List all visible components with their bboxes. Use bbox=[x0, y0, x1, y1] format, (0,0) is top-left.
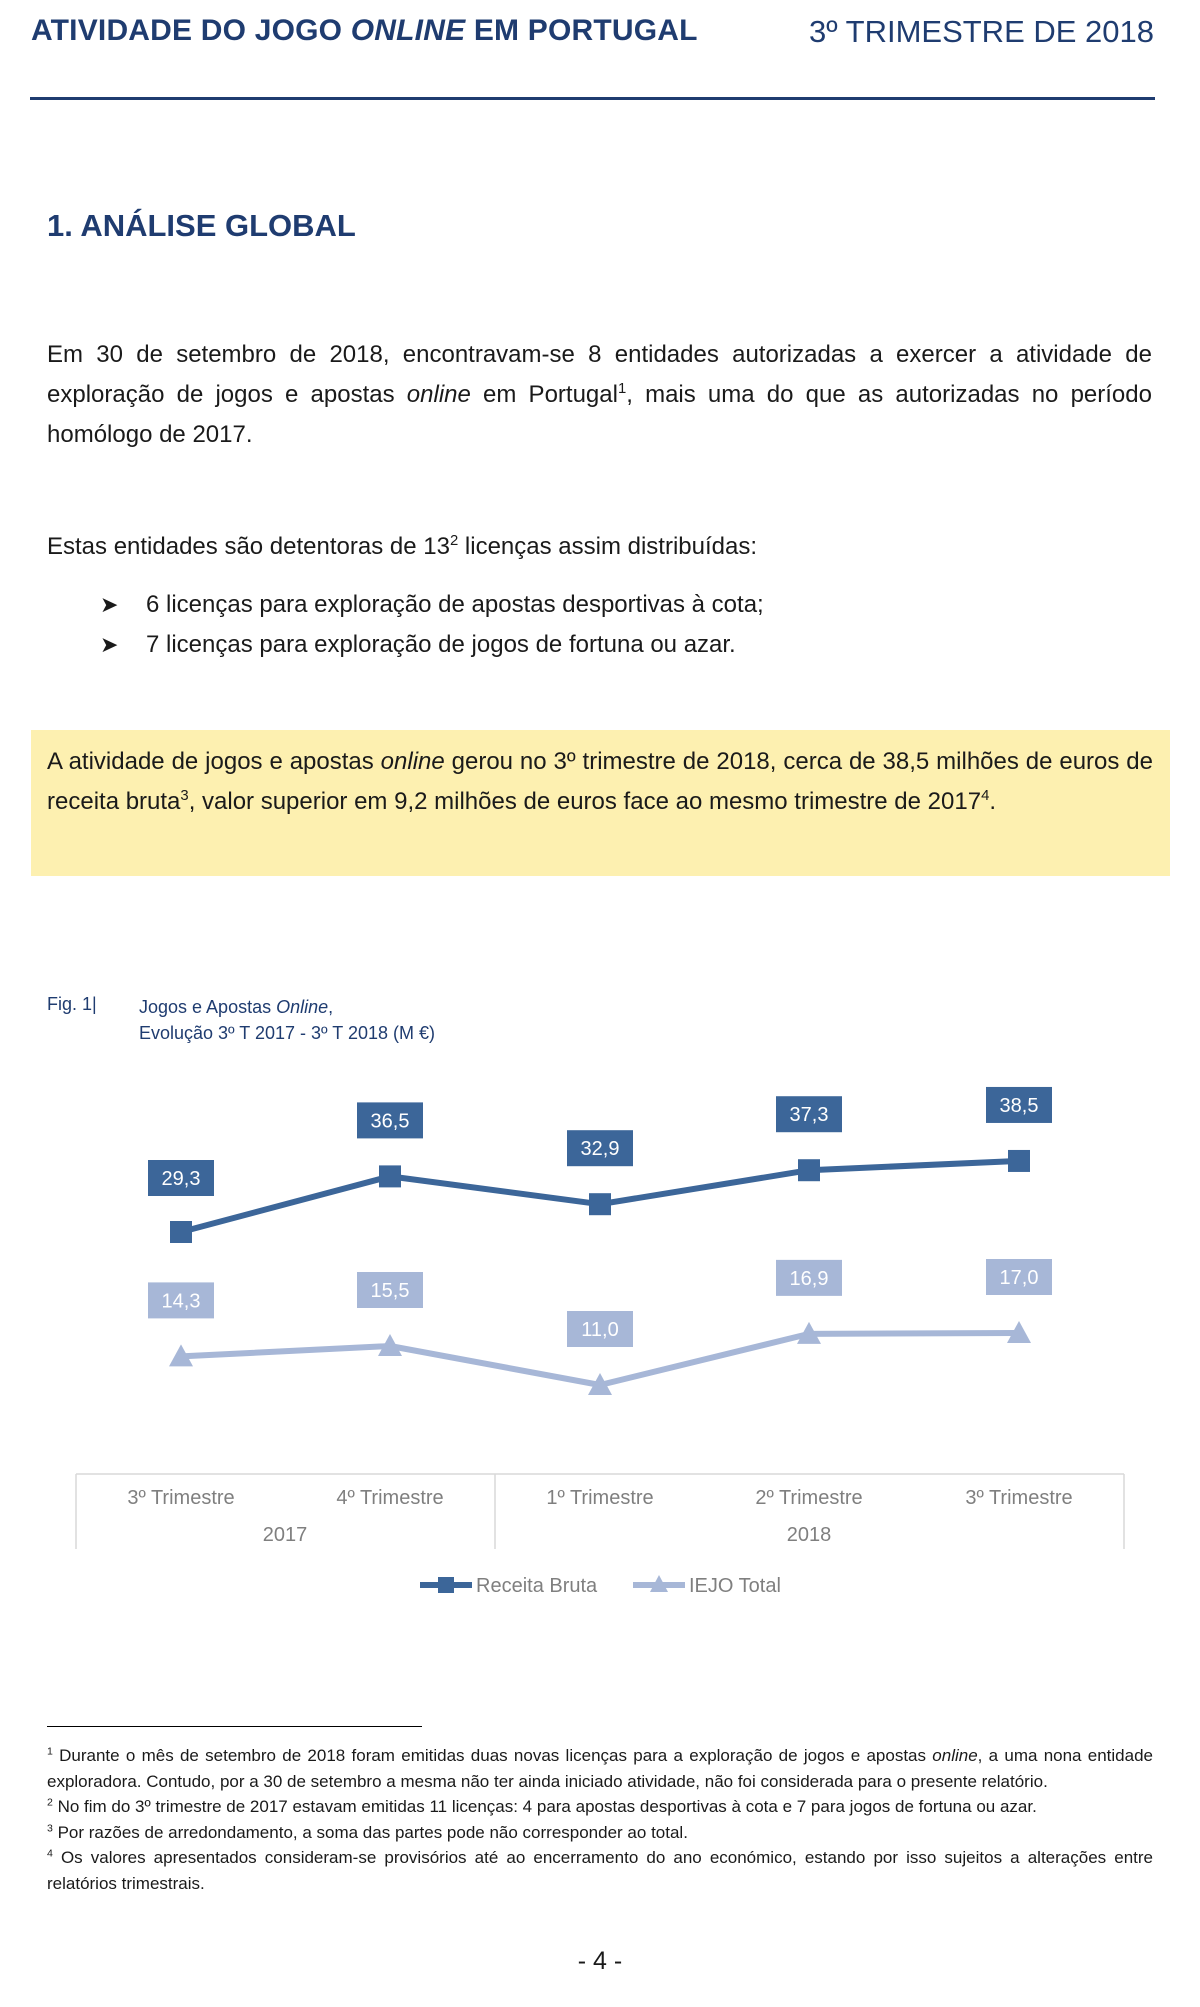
footnote-ref: 4 bbox=[981, 788, 990, 804]
page-number: - 4 - bbox=[577, 1947, 623, 1975]
highlight-text bbox=[47, 742, 1153, 822]
figure-label: Fig. 1| bbox=[47, 994, 97, 1014]
text-emphasis: Online bbox=[276, 997, 329, 1017]
report-title-part: EM PORTUGAL bbox=[465, 14, 698, 47]
data-label: 36,5 bbox=[370, 1110, 410, 1133]
paragraph-entities bbox=[47, 335, 1152, 455]
report-title-emphasis: ONLINE bbox=[350, 14, 466, 47]
legend-marker bbox=[438, 1577, 454, 1593]
footnote-divider bbox=[47, 1726, 422, 1727]
category-tick-label: 4º Trimestre bbox=[336, 1487, 444, 1509]
data-label: 32,9 bbox=[580, 1138, 620, 1161]
figure-title bbox=[139, 994, 435, 1046]
footnote-number: 3 bbox=[47, 1821, 53, 1834]
data-label: 38,5 bbox=[999, 1094, 1039, 1117]
data-point-marker bbox=[1008, 1150, 1030, 1172]
data-label: 37,3 bbox=[789, 1104, 829, 1127]
category-group-label: 2018 bbox=[786, 1524, 832, 1546]
text-run: A atividade de jogos e apostas bbox=[47, 748, 381, 775]
text-run: , bbox=[328, 997, 334, 1017]
category-tick-label: 2º Trimestre bbox=[755, 1487, 863, 1509]
text-run: Jogos e Apostas bbox=[139, 997, 277, 1017]
footnote-ref: 3 bbox=[180, 788, 189, 804]
text-run: . bbox=[989, 788, 997, 815]
list-item-text: 6 licenças para exploração de apostas desportivas à cota; bbox=[146, 591, 764, 618]
footnote-number: 1 bbox=[47, 1745, 53, 1758]
data-label: 15,5 bbox=[370, 1280, 410, 1302]
arrow-bullet-icon: ➤ bbox=[100, 632, 119, 657]
text-run: , valor superior em 9,2 milhões de euros face ao mesmo trimestre de 2017 bbox=[188, 788, 982, 815]
data-label: 16,9 bbox=[789, 1267, 829, 1290]
data-label: 14,3 bbox=[161, 1290, 201, 1313]
data-point-marker bbox=[379, 1165, 401, 1187]
data-label: 17,0 bbox=[999, 1267, 1039, 1289]
data-point-marker bbox=[798, 1159, 820, 1181]
report-title bbox=[31, 14, 698, 48]
header-divider bbox=[30, 97, 1155, 100]
data-label: 29,3 bbox=[161, 1168, 201, 1190]
text-run: em Portugal bbox=[470, 381, 618, 408]
figure-title-line bbox=[139, 994, 435, 1020]
text-run: Os valores apresentados consideram-se provisórios até ao encerramento do ano económico, estando por isso sujeitos a alterações entre relatórios trimestrais. bbox=[47, 1848, 1153, 1893]
category-tick-label: 1º Trimestre bbox=[546, 1487, 654, 1509]
footnote-number: 2 bbox=[47, 1796, 53, 1809]
report-title-part: ATIVIDADE DO JOGO bbox=[31, 14, 351, 47]
report-period: 3º TRIMESTRE DE 2018 bbox=[809, 14, 1154, 49]
text-run: , a uma nona entidade exploradora. Contudo, por a 30 de setembro a mesma não ter ainda iniciado atividade, não foi considerada para o presente relatório. bbox=[47, 1746, 1154, 1791]
text-run: Estas entidades são detentoras de 13 bbox=[47, 533, 450, 560]
text-run: , mais uma do que as autorizadas no período homólogo de 2017. bbox=[47, 381, 1152, 448]
list-item-text: 7 licenças para exploração de jogos de fortuna ou azar. bbox=[146, 631, 736, 658]
data-point-marker bbox=[170, 1221, 192, 1243]
list-item bbox=[100, 585, 764, 625]
text-run: gerou no 3º trimestre de 2018, cerca de 38,5 milhões de euros de receita bruta bbox=[47, 748, 1154, 815]
arrow-bullet-icon: ➤ bbox=[100, 592, 119, 617]
footnote-number: 4 bbox=[47, 1847, 53, 1860]
category-tick-label: 3º Trimestre bbox=[127, 1487, 235, 1509]
text-run: Durante o mês de setembro de 2018 foram emitidas duas novas licenças para a exploração de jogos e apostas bbox=[52, 1746, 933, 1765]
category-tick-label: 3º Trimestre bbox=[965, 1487, 1073, 1509]
text-emphasis: online bbox=[932, 1746, 978, 1765]
footnote-3 bbox=[47, 1820, 1153, 1846]
text-run: No fim do 3º trimestre de 2017 estavam emitidas 11 licenças: 4 para apostas desportivas à cota e 7 para jogos de fortuna ou azar. bbox=[52, 1797, 1037, 1816]
paragraph-licenses bbox=[47, 527, 1152, 567]
category-group-label: 2017 bbox=[262, 1524, 308, 1546]
footnote-2 bbox=[47, 1794, 1153, 1820]
list-item bbox=[100, 625, 736, 665]
highlight-box bbox=[31, 730, 1170, 876]
legend-label: Receita Bruta bbox=[476, 1575, 598, 1597]
footnotes bbox=[47, 1743, 1153, 1896]
data-point-marker bbox=[589, 1193, 611, 1215]
footnote-4 bbox=[47, 1845, 1153, 1896]
footnote-1 bbox=[47, 1743, 1153, 1794]
text-run: Em 30 de setembro de 2018, encontravam-se 8 entidades autorizadas a exercer a atividade de exploração de jogos e apostas bbox=[47, 341, 1152, 408]
footnote-ref: 2 bbox=[449, 533, 459, 549]
line-chart bbox=[0, 1060, 1200, 1620]
text-emphasis: online bbox=[380, 748, 445, 775]
text-emphasis: online bbox=[406, 381, 471, 408]
section-title: 1. ANÁLISE GLOBAL bbox=[47, 208, 356, 243]
legend-label: IEJO Total bbox=[689, 1575, 781, 1597]
figure-title-line: Evolução 3º T 2017 - 3º T 2018 (M €) bbox=[139, 1023, 435, 1043]
text-run: licenças assim distribuídas: bbox=[458, 533, 758, 560]
text-run: Por razões de arredondamento, a soma das partes pode não corresponder ao total. bbox=[52, 1822, 688, 1842]
data-label: 11,0 bbox=[581, 1319, 619, 1341]
footnote-ref: 1 bbox=[617, 381, 627, 397]
